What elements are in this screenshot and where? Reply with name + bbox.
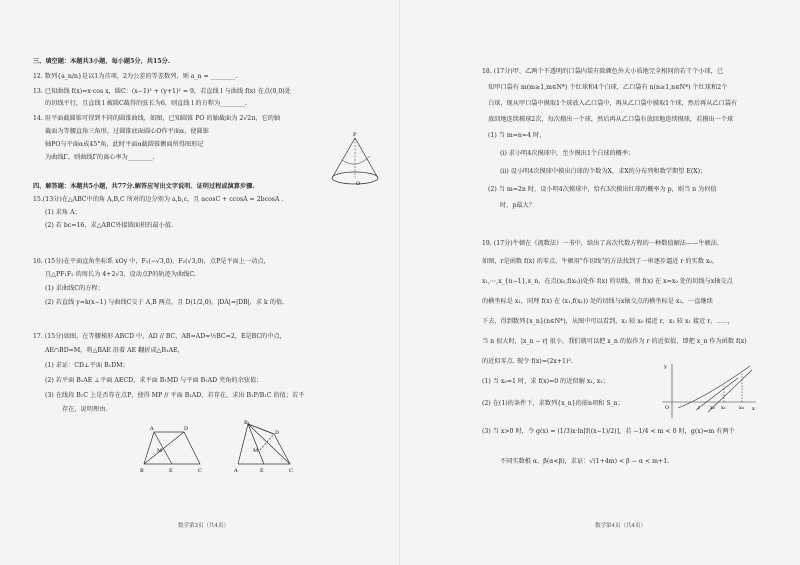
question-15-part1: (1) 求角 A； xyxy=(45,209,81,216)
question-16-line1: 16. (15分)在平面直角坐标系 xOy 中，F₁(−√3,0)，F₂(√3,0)，点P是平面上一动点， xyxy=(33,258,270,265)
trapezoid-figures xyxy=(140,420,300,475)
question-13-line1: 13. 已知曲线 f(x)=x·cos x，圆C：(x−1)² + (y+1)² = 9，若直线 l 与曲线 f(x) 在点(0,0)处 xyxy=(33,88,291,95)
question-19-part3b: 不同实数根 α、β(α<β)，求证：√(1+4m) < β − α < m+1. xyxy=(500,458,670,465)
fig-label-m: M xyxy=(157,448,163,454)
newton-method-graph xyxy=(658,362,758,420)
fig-label-b: B xyxy=(140,468,144,474)
question-18-line1: 18. (17分)甲、乙两个不透明的口袋内装有除颜色外大小质地完全相同的若干个小球，已 xyxy=(482,68,724,75)
question-19-line7: 的近似零点. 现令 f(x)=(2x+1)². xyxy=(482,358,573,365)
fig-label-a: A xyxy=(150,426,154,432)
fig-label-e: E xyxy=(169,468,173,474)
graph-label-x1: x₁ xyxy=(721,405,726,411)
graph-label-o: O xyxy=(665,405,670,411)
question-19-part2: (2) 在(1)的条件下，求数列{x_n}的前n项和 S_n； xyxy=(482,400,624,407)
question-19-line5: 下去，得到数列{x_n}(n∈N*)，从图中可以看到，x₁ 较 x₀ 接近 r，x₂ 较 x₁ 接近 r，⋯⋯， xyxy=(482,318,734,325)
question-14-line1: 14. 用平面截圆锥可得到不同的圆锥曲线，如图，已知圆锥 PO 的轴截面为 2√2π，它的轴 xyxy=(33,115,281,122)
question-12: 12. 数列{a_n/n}是以1为首项，2为公差的等差数列，则 a_n = ________. xyxy=(33,73,238,80)
question-15-line1: 15.(13分)在△ABC中的角 A,B,C 所对的边分别为 a,b,c，且 acosC + ccosA = 2bcosA . xyxy=(33,196,284,203)
question-19-line3: x₁,⋯,x_{n−1},x_n，在点(x₀,f(x₀))处作 f(x) 的切线，则 f(x) 在 x=x₀ 处的切线与x轴交点 xyxy=(482,278,733,285)
cone-figure xyxy=(328,130,383,192)
question-17-part2: (2) 若平面 B₁AE ⊥平面 AECD，求平面 B₁MD 与平面 B₁AD 夹角的余弦值； xyxy=(45,377,263,384)
cone-label-p: P xyxy=(353,132,357,138)
question-17-part1: (1) 求证：CD⊥平面 B₁DM； xyxy=(45,362,129,369)
question-16-part1: (1) 求曲线C的方程； xyxy=(45,285,104,292)
fig-label-d: D xyxy=(184,426,189,432)
question-14-line4: 为曲线Γ，则曲线Γ的离心率为________. xyxy=(45,154,155,161)
fig-label-b1: B₁ xyxy=(244,420,250,426)
question-19-line6: 当 n 很大时，|x_n − r| 很小，我们就可以把 x_n 的值作为 r 的近似值，即把 x_n 作为函数 f(x) xyxy=(482,338,747,345)
question-13-line2: 的切线平行，且直线 l 被圆C截得的弦长为6，则直线 l 的方程为________. xyxy=(45,100,247,107)
question-16-line2: 且△PF₁F₂ 的周长为 4+2√3，设动点P的轨迹为曲线C. xyxy=(45,271,196,278)
graph-label-x0: x₀ xyxy=(739,405,744,411)
question-17-part3b: 存在，说明理由. xyxy=(62,406,108,413)
cone-label-o: O xyxy=(356,181,361,187)
graph-label-x: x xyxy=(752,406,755,412)
fig2-label-d: D xyxy=(275,430,280,436)
graph-label-r: r xyxy=(698,405,701,411)
fig2-label-a: A xyxy=(234,468,238,474)
section-fill-in: 三、填空题：本题共3小题，每小题5分，共15分. xyxy=(33,58,170,65)
question-19-part1: (1) 当 x₀=1 时，求 f(x)=0 的近似解 x₁, x₂； xyxy=(482,378,609,385)
right-footer: 数学第4页（共4页） xyxy=(595,523,646,529)
question-16-part2: (2) 若直线 y=k(x−1) 与曲线C交于 A,B 两点，且 D(1/2,0)，|DA|=|DB|，求 k 的值. xyxy=(45,299,285,306)
section-solutions: 四、解答题：本题共5小题，共77分.解答应写出文字说明、证明过程或演算步骤. xyxy=(33,183,255,190)
question-19-line4: 的横坐标是 x₁，同理 f(x) 在 (x₁,f(x₁)) 处的切线与x轴交点的横坐标是 x₂，一直继续 xyxy=(482,298,713,305)
question-18-line3: 白球，现从甲口袋中摸取1个球放入乙口袋中，再从乙口袋中摸取1个球，然后再从乙口袋有 xyxy=(488,100,738,107)
graph-label-x2: x₂ xyxy=(710,405,715,411)
graph-label-y: y xyxy=(664,364,667,370)
question-19-line1: 19. (17分)牛顿在《流数法》一书中，给出了高次代数方程的一种数值解法——牛顿法. xyxy=(482,240,719,247)
question-18-part2: (2) 当 m=2n 时，设小明4次摸球中，恰有3次摸出红球的概率为 p，则当 n 为何值 xyxy=(488,186,717,193)
question-17-line2: AE∩BD=M，将△BAE 沿着 AE 翻折成△B₁AE， xyxy=(45,347,184,354)
question-18-part1: (1) 当 m=n=4 时， xyxy=(488,132,546,139)
fig2-label-e: E xyxy=(260,468,264,474)
question-17-line1: 17. (15分)如图，在等腰梯形 ABCD 中，AD // BC，AB=AD=½BC=2，E是BC的中点， xyxy=(33,333,286,340)
fig2-label-c: C xyxy=(289,468,293,474)
question-18-line4: 放回地连续摸球2次，每次摸出一个球，然后再从乙口袋有放回地连续摸球，若摸出一个球 xyxy=(488,116,734,123)
question-17-part3: (3) 在线段 B₁C 上是否存在点P，使得 MP // 平面 B₁AD，若存在，求出 B₁P/B₁C 的值；若不 xyxy=(45,392,305,399)
fig-label-c: C xyxy=(198,468,202,474)
left-footer: 数学第3页（共4页） xyxy=(178,523,229,529)
question-18-part1ii: (ii) 设小明4次摸球中摸出白球的个数为X，求X的分布列和数学期望 E(X)； xyxy=(500,168,707,175)
question-18-part1i: (i) 求小明4次摸球中，至少摸出1个白球的概率； xyxy=(500,150,635,157)
question-18-line2: 知甲口袋有 m(m≥1,m∈N*) 个红球和4个白球，乙口袋有 n(n≥1,n∈N*) 个红球和2个 xyxy=(488,84,728,91)
fig2-label-m: M xyxy=(253,448,259,454)
right-page xyxy=(400,0,800,565)
question-14-line2: 截面为等腰直角三角形，过圆锥底面圆心O作平面α，使圆锥 xyxy=(45,128,209,135)
question-19-line2: 如图，r是函数 f(x) 的零点，牛顿用"作切线"的方法找到了一串逐步逼近 r 的实数 x₀， xyxy=(482,258,719,265)
question-18-part2b: 时，p最大？ xyxy=(500,202,535,209)
question-19-part3: (3) 当 x>0 时，令 g(x) = (1/3)x·ln[f((x−1)/2)]，若 −1/4 < m < 0 时，g(x)=m 有两个 xyxy=(482,428,735,435)
question-14-line3: 轴PO与平面α成45°角，此时平面α截圆锥侧面所得图形记 xyxy=(45,141,204,148)
question-15-part2: (2) 若 bc=16，求△ABC外接圆面积的最小值. xyxy=(45,222,174,229)
